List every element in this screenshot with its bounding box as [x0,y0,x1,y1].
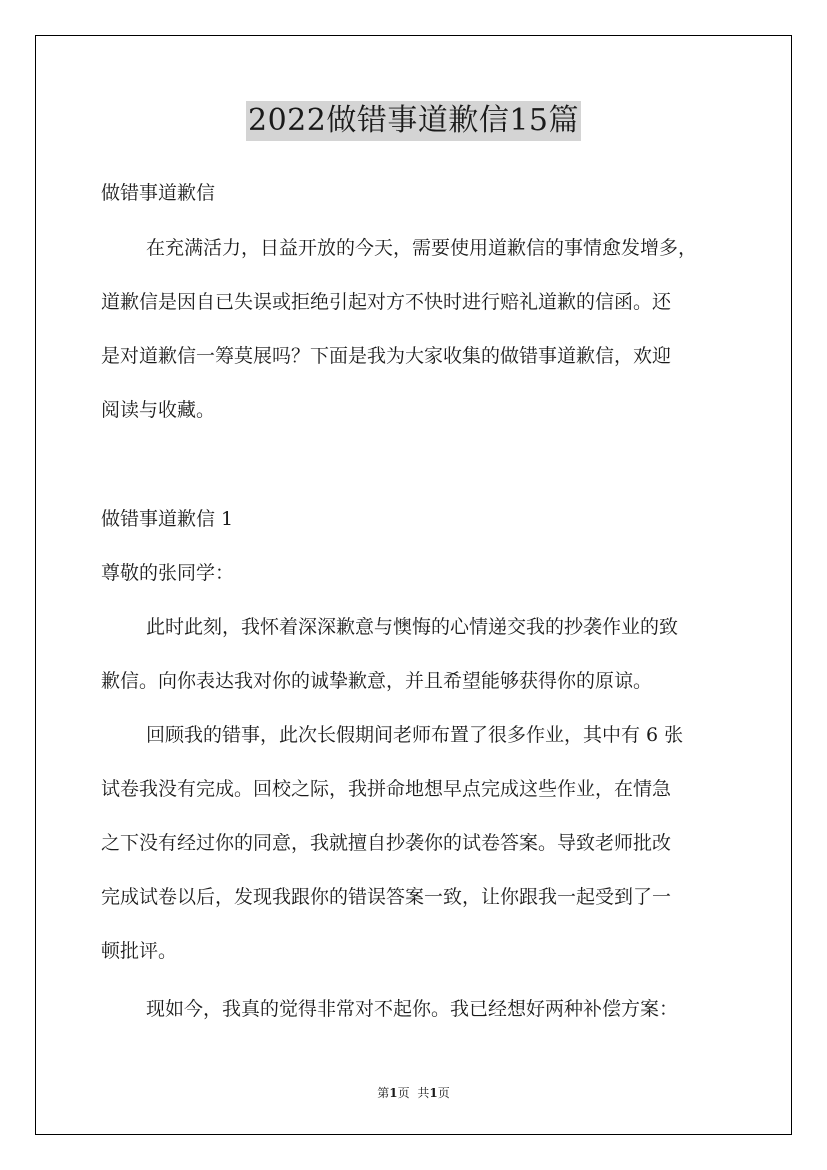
footer-page-prefix: 第 [377,1086,390,1100]
footer-total-number: 1 [429,1086,438,1100]
paragraph-line: 是对道歉信一筹莫展吗？下面是我为大家收集的做错事道歉信，欢迎 [101,345,672,367]
section-heading: 做错事道歉信 [101,182,216,204]
footer-total-suffix: 页 [437,1086,450,1100]
paragraph-line: 之下没有经过你的同意，我就擅自抄袭你的试卷答案。导致老师批改 [101,832,672,854]
title-container [0,101,827,141]
page-footer [0,1085,827,1101]
paragraph-line: 在充满活力，日益开放的今天，需要使用道歉信的事情愈发增多， [146,237,698,259]
document-title: 2022做错事道歉信15篇 [246,101,581,141]
paragraph-line: 道歉信是因自已失误或拒绝引起对方不快时进行赔礼道歉的信函。还 [101,291,672,313]
paragraph-line: 歉信。向你表达我对你的诚挚歉意，并且希望能够获得你的原谅。 [101,670,653,692]
paragraph-line: 此时此刻，我怀着深深歉意与懊悔的心情递交我的抄袭作业的致 [146,616,679,638]
paragraph-line: 回顾我的错事，此次长假期间老师布置了很多作业，其中有 6 张 [146,724,684,746]
salutation: 尊敬的张同学： [101,562,235,584]
footer-page-suffix: 页 [397,1086,410,1100]
footer-total-prefix: 共 [417,1086,430,1100]
paragraph-line: 顿批评。 [101,940,178,962]
letter-heading: 做错事道歉信 1 [101,508,234,530]
paragraph-line: 阅读与收藏。 [101,399,216,421]
paragraph-line: 试卷我没有完成。回校之际，我拼命地想早点完成这些作业，在情急 [101,778,672,800]
paragraph-line: 现如今，我真的觉得非常对不起你。我已经想好两种补偿方案： [146,998,679,1020]
paragraph-line: 完成试卷以后，发现我跟你的错误答案一致，让你跟我一起受到了一 [101,886,672,908]
footer-page-number: 1 [389,1086,398,1100]
